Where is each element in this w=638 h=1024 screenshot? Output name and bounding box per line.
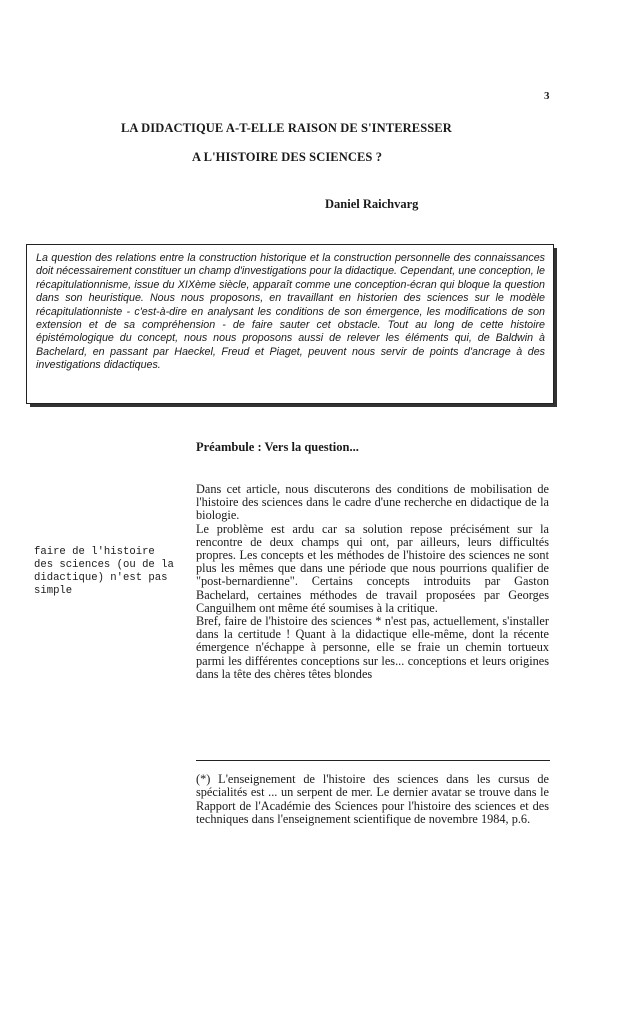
author-name: Daniel Raichvarg	[325, 197, 419, 211]
footnote-divider	[196, 760, 550, 761]
body-paragraph: Bref, faire de l'histoire des sciences * n'est pas, actuellement, s'installer dans la certitude ! Quant à la didactique elle-même, dont la récente émergence n'échappe à personne, elle se fraie un chemin tortueux parmi les différentes conceptions sur les... conceptions et leurs origines dans la tête des chères têtes blondes	[196, 614, 549, 681]
abstract-box	[26, 244, 554, 404]
margin-note: faire de l'histoire des sciences (ou de la didactique) n'est pas simple	[34, 546, 174, 597]
body-paragraph: Dans cet article, nous discuterons des conditions de mobilisation de l'histoire des sciences dans le cadre d'une recherche en didactique de la biologie.	[196, 482, 549, 523]
body-text	[196, 483, 549, 681]
abstract-text: La question des relations entre la construction historique et la construction personnelle des connaissances doit nécessairement constituer un champ d'investigations pour la didactique. Cependant, une conception, le récapitulationnisme, issue du XIXème siècle, apparaît comme une conception-écran qui bloque la question dans son heuristique. Nous nous proposons, en travaillant en historien des sciences sur le modèle récapitulationniste - c'est-à-dire en analysant les conditions de son émergence, les modifications de son extension et de sa compréhension - de faire sauter cet obstacle. Tout au long de cette histoire épistémologique du concept, nous nous proposons aussi de relever les éléments qui, de Baldwin à Bachelard, en passant par Haeckel, Freud et Piaget, peuvent nous servir de points d'ancrage à des investigations didactiques.	[36, 252, 545, 372]
article-title-line-2: A L'HISTOIRE DES SCIENCES ?	[192, 150, 383, 164]
body-paragraph: Le problème est ardu car sa solution repose précisément sur la rencontre de deux champs qui ont, par ailleurs, leurs difficultés propres. Les concepts et les méthodes de l'histoire des sciences ne sont plus les mêmes que dans une période que nous pourrions qualifier de "post-bernardienne". Certains concepts introduits par Gaston Bachelard, certaines méthodes de travail proposées par Georges Canguilhem ont même été soumises à la critique.	[196, 521, 549, 615]
article-title-line-1: LA DIDACTIQUE A-T-ELLE RAISON DE S'INTERESSER	[121, 121, 452, 135]
section-heading: Préambule : Vers la question...	[196, 440, 359, 454]
page-number: 3	[544, 90, 550, 102]
footnote: (*) L'enseignement de l'histoire des sciences dans les cursus de spécialités est ... un serpent de mer. Le dernier avatar se trouve dans le Rapport de l'Académie des Sciences pour l'histoire des sciences et des techniques dans l'enseignement scientifique de novembre 1984, p.6.	[196, 772, 549, 827]
